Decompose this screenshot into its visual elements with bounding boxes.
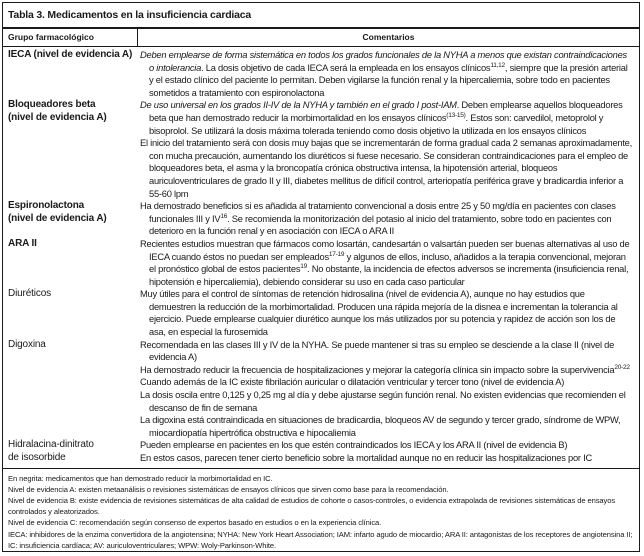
- comment-cell: [138, 288, 639, 338]
- comment-cell: [138, 339, 639, 440]
- citation-reference: 19: [300, 263, 308, 271]
- table-row: [3, 339, 639, 440]
- comment-paragraph: [140, 376, 633, 389]
- comment-paragraph: [140, 452, 633, 465]
- table-row: [3, 49, 639, 99]
- comment-text: Pueden emplearse en pacientes en los que estén contraindicados los IECA y los ARA II (nivel de evidencia B): [140, 440, 568, 451]
- comment-cell: [138, 99, 639, 200]
- comment-cell: [138, 200, 639, 238]
- table-footnotes: [3, 469, 639, 551]
- citation-reference: 11,12: [490, 61, 505, 69]
- drug-group-cell: [3, 200, 138, 238]
- table-row: [3, 288, 639, 338]
- comment-text: . Deben emplearse aquellos bloqueadores beta que han demostrado reducir la morbimortalidad en los ensayos clínicos: [149, 100, 623, 123]
- comment-text: De uso universal en los grados II-IV de la NYHA y también en el grado I post-IAM: [140, 100, 457, 111]
- comment-text: Muy útiles para el control de síntomas de retención hidrosalina (nivel de evidencia A), aunque no hay estudios que demuestren la reducción de la morbimortalidad. Producen una rápida mejoría de la disnea e incrementan la tolerancia al ejercicio. Puede emplearse cualquier diurético aunque los más utilizados por su potencia y rapidez de acción son los de asa, en especial la furosemida: [140, 289, 618, 338]
- footnote: Nivel de evidencia B: existe evidencia de revisiones sistemáticas de alta calidad de estudios de cohorte o casos-controles, o evidencia extrapolada de revisiones sistemáticas de ensayos controlados y aleatorizados.: [8, 496, 616, 517]
- drug-group-label: Hidralacina-dinitrato: [8, 439, 94, 451]
- drug-group-label: IECA (nivel de evidencia A): [8, 49, 133, 60]
- comment-paragraph: [140, 49, 633, 99]
- comment-cell: [138, 439, 639, 464]
- comment-cell: [138, 238, 639, 288]
- citation-reference: (13-15): [446, 111, 466, 119]
- medication-table: [2, 2, 640, 552]
- comment-text: . No obstante, la incidencia de efectos adversos se incrementa (insuficiencia renal, hipotensión e hipercaliemia), debiendo considerar su uso en cada caso particular: [149, 264, 629, 287]
- comment-text: La digoxina está contraindicada en situaciones de bradicardia, bloqueos AV de segundo y tercer grado, síndrome de WPW, miocardiopatía hipertrófica obstructiva e hipocaliemia: [140, 415, 621, 438]
- comment-paragraph: [140, 200, 633, 238]
- citation-reference: 17-19: [328, 250, 345, 258]
- footnote: IECA: inhibidores de la enzima convertidora de la angiotensina; NYHA: New York Heart Association; IAM: infarto agudo de miocardio; ARA II: antagonistas de los receptores de angiotensina II; IC: insuficiencia cardíaca; AV: auriculoventriculares; WPW: Woly-Parkinson-White.: [8, 529, 633, 550]
- drug-group-cell: [3, 49, 138, 99]
- citation-reference: 20-22: [614, 363, 630, 371]
- drug-group-label: Espironolactona: [8, 200, 85, 212]
- drug-group-label: (nivel de evidencia A): [8, 212, 107, 224]
- footnote: En negrita: medicamentos que han demostrado reducir la morbimortalidad en IC.: [8, 473, 273, 483]
- drug-group-cell: [3, 238, 138, 288]
- drug-group-label: (nivel de evidencia A): [8, 111, 107, 123]
- drug-group-cell: [3, 339, 138, 440]
- drug-group-label: ARA II: [8, 237, 37, 249]
- comment-text: Recomendada en las clases III y IV de la NYHA. Se puede mantener si tras su empleo se desciende a la clase II (nivel de evidencia A): [140, 339, 615, 363]
- footnote: Nivel de evidencia A: existen metaanálisis o revisiones sistemáticas de ensayos clínicos que sirven como base para la recomendación.: [8, 484, 449, 494]
- comment-text: y algunos de ellos, incluso, añadidos a la terapia convencional, mejoran el pronóstico global de estos pacientes: [149, 251, 626, 275]
- comment-paragraph: [140, 339, 633, 364]
- table-row: [3, 439, 639, 464]
- comment-text: Deben emplearse de forma sistemática en todos los grados funcionales de la NYHA a menos que existan contraindicaciones o intolerancia: [140, 50, 627, 73]
- drug-group-label: Diuréticos: [8, 288, 51, 300]
- comment-text: Ha demostrado reducir la frecuencia de hospitalizaciones y mejorar la categoría clínica sin impacto sobre la supervivencia: [140, 364, 615, 375]
- footnote: Nivel de evidencia C: recomendación según consenso de expertos basado en estudios o en la experiencia clínica.: [8, 518, 382, 528]
- table-body: [3, 47, 639, 469]
- comment-paragraph: [140, 238, 633, 288]
- table-title: Tabla 3. Medicamentos en la insuficiencia cardiaca: [3, 3, 639, 29]
- comment-paragraph: [140, 137, 633, 200]
- drug-group-label: Bloqueadores beta: [8, 99, 96, 111]
- header-group: Grupo farmacológico: [3, 29, 138, 46]
- comment-text: Ha demostrado beneficios si es añadida al tratamiento convencional a dosis entre 25 y 50 mg/día en pacientes con clases funcionales III y IV: [140, 201, 616, 224]
- comment-text: , siempre que la presión arterial y el estado clínico del paciente lo permitan. Deben vigilarse la función renal y la hipercaliemia, sobre todo en pacientes sometidos a tratamiento con espironolactona: [149, 62, 628, 98]
- comment-text: . La dosis objetivo de cada IECA será la empleada en los ensayos clínicos: [201, 62, 491, 73]
- drug-group-cell: [3, 439, 138, 464]
- comment-text: La dosis oscila entre 0,125 y 0,25 mg al día y debe ajustarse según función renal. No existen evidencias que recomienden el descanso de fin de semana: [140, 390, 626, 413]
- comment-text: Cuando además de la IC existe fibrilación auricular o dilatación ventricular y tercer tono (nivel de evidencia A): [140, 377, 565, 388]
- citation-reference: 16: [220, 212, 228, 220]
- table-row: [3, 200, 639, 238]
- drug-group-label: de isosorbide: [8, 452, 66, 463]
- table-row: [3, 99, 639, 200]
- drug-group-cell: [3, 99, 138, 200]
- comment-paragraph: [140, 99, 633, 137]
- comment-text: . Se recomienda la monitorización del potasio al inicio del tratamiento, sobre todo en pacientes con deterioro en la función renal y en asociación con IECA o ARA II: [149, 213, 612, 237]
- comment-cell: [138, 49, 639, 99]
- comment-paragraph: [140, 414, 633, 439]
- header-comments: Comentarios: [362, 32, 415, 42]
- comment-text: En estos casos, parecen tener cierto beneficio sobre la mortalidad aunque no en reducir las hospitalizaciones por IC: [140, 453, 592, 463]
- comment-paragraph: [140, 364, 633, 377]
- comment-text: . Estos son: carvedilol, metoprolol y bisoprolol. Se utilizará la dosis máxima tolerada teniendo como dosis objetivo la utilizada en los ensayos clínicos: [149, 112, 604, 136]
- comment-paragraph: [140, 439, 633, 452]
- comment-text: El inicio del tratamiento será con dosis muy bajas que se incrementarán de forma gradual cada 2 semanas aproximadamente, con mucha precaución, aumentando los diuréticos si fuese necesario. Se consideran contraindicaciones para el empleo de bloqueadores beta, el asma y la broncopatía crónica obstructiva intensa, la hipotensión arterial, bloqueos auriculoventriculares de grado II y III, diabetes mellitus de difícil control, arteriopatía periférica grave y bradicardia inferior a 55-60 lpm: [140, 138, 632, 199]
- comment-paragraph: [140, 389, 633, 414]
- comment-paragraph: [140, 288, 633, 338]
- table-header-row: [3, 29, 639, 47]
- drug-group-label: Digoxina: [8, 338, 46, 350]
- comment-text: Recientes estudios muestran que fármacos como losartán, candesartán o valsartán pueden ser buenas alternativas al uso de IECA cuando éstos no puedan ser empleados: [140, 238, 630, 262]
- drug-group-cell: [3, 288, 138, 338]
- table-row: [3, 238, 639, 288]
